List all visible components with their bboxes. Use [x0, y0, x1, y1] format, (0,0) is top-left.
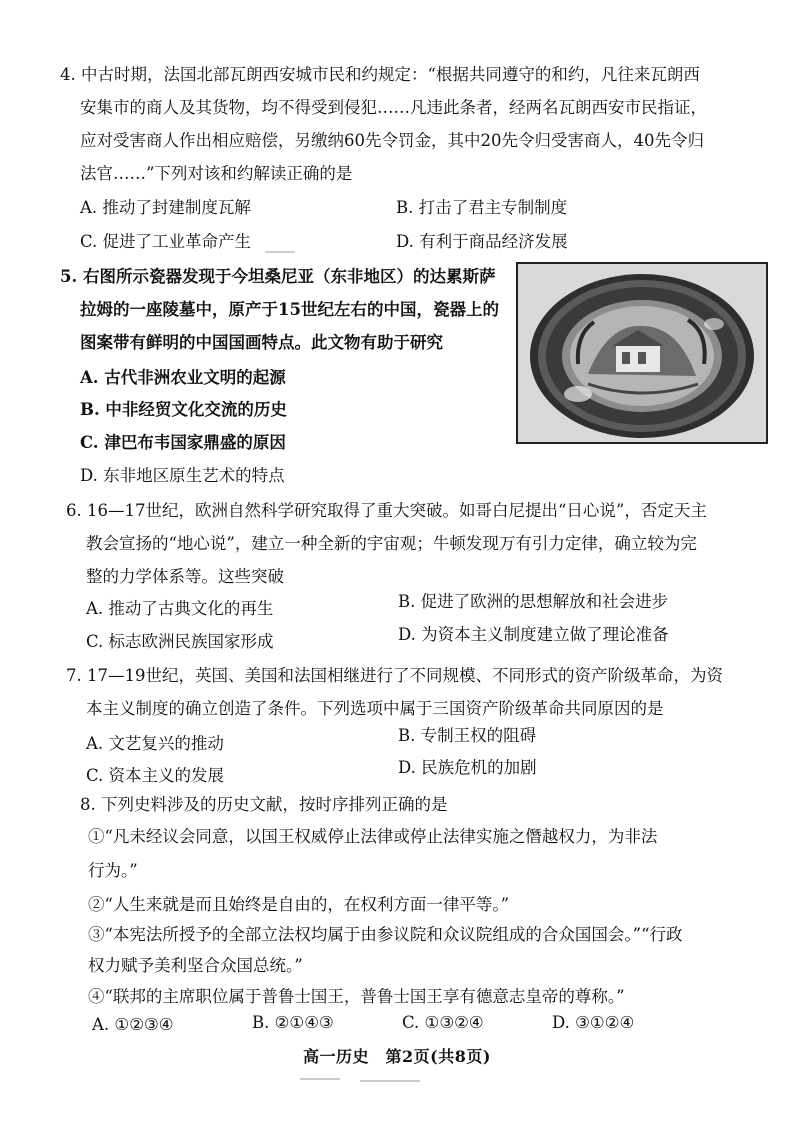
q8-option-a: A. ①②③④ [92, 1015, 174, 1034]
q8-option-c: C. ①③②④ [402, 1013, 484, 1032]
q4-line-4: 法官……”下列对该和约解读正确的是 [80, 164, 353, 183]
q4-line-2: 安集市的商人及其货物，均不得受到侵犯……凡违此条者，经两名瓦朗西安市民指证， [80, 98, 707, 117]
q6-option-c: C. 标志欧洲民族国家形成 [86, 632, 274, 651]
porcelain-plate-image [516, 262, 768, 444]
q4-line-1: 4. 中古时期，法国北部瓦朗西安城市民和约规定：“根据共同遵守的和约，凡往来瓦朗西 [60, 65, 700, 84]
scan-artifact [265, 251, 295, 253]
q7-option-a: A. 文艺复兴的推动 [86, 734, 224, 753]
q5-line-3: 图案带有鲜明的中国国画特点。此文物有助于研究 [80, 333, 443, 352]
q6-line-2: 教会宣扬的“地心说”，建立一种全新的宇宙观；牛顿发现万有引力定律，确立较为完 [86, 534, 697, 553]
q5-line-2: 拉姆的一座陵墓中，原产于15世纪左右的中国，瓷器上的 [80, 300, 499, 319]
q8-option-b: B. ②①④③ [252, 1013, 334, 1032]
q8-item-1-cont: 行为。” [88, 861, 138, 880]
q4-option-c: C. 促进了工业革命产生 [80, 232, 252, 251]
q7-option-b: B. 专制王权的阻碍 [398, 726, 537, 745]
porcelain-plate-icon [518, 264, 766, 442]
q8-item-2: ②“人生来就是而且始终是自由的，在权利方面一律平等。” [88, 895, 510, 914]
q4-line-3: 应对受害商人作出相应赔偿，另缴纳60先令罚金，其中20先令归受害商人，40先令归 [80, 131, 704, 150]
q5-option-d: D. 东非地区原生艺术的特点 [80, 466, 285, 485]
q4-option-b: B. 打击了君主专制制度 [396, 198, 568, 217]
q8-item-3: ③“本宪法所授予的全部立法权均属于由参议院和众议院组成的合众国国会。”“行政 [88, 925, 683, 944]
q8-option-d: D. ③①②④ [552, 1013, 635, 1032]
q6-option-b: B. 促进了欧洲的思想解放和社会进步 [398, 592, 669, 611]
q5-option-b: B. 中非经贸文化交流的历史 [80, 400, 287, 419]
q7-option-d: D. 民族危机的加剧 [398, 758, 537, 777]
scan-artifact [360, 1080, 420, 1082]
q4-option-d: D. 有利于商品经济发展 [396, 232, 568, 251]
q7-line-2: 本主义制度的确立创造了条件。下列选项中属于三国资产阶级革命共同原因的是 [86, 699, 664, 718]
q5-line-1: 5. 右图所示瓷器发现于今坦桑尼亚（东非地区）的达累斯萨 [60, 267, 496, 286]
q4-option-a: A. 推动了封建制度瓦解 [80, 198, 251, 217]
q6-option-a: A. 推动了古典文化的再生 [86, 599, 274, 618]
q7-line-1: 7. 17—19世纪，英国、美国和法国相继进行了不同规模、不同形式的资产阶级革命，为资 [66, 666, 723, 685]
q8-item-4: ④“联邦的主席职位属于普鲁士国王，普鲁士国王享有德意志皇帝的尊称。” [88, 987, 625, 1006]
q8-item-3-cont: 权力赋予美利坚合众国总统。” [88, 956, 303, 975]
q7-option-c: C. 资本主义的发展 [86, 766, 225, 785]
q6-line-3: 整的力学体系等。这些突破 [86, 567, 284, 586]
scan-artifact [300, 1078, 340, 1080]
page-footer: 高一历史 第2页(共8页) [303, 1047, 491, 1066]
q8-stem: 8. 下列史料涉及的历史文献，按时序排列正确的是 [80, 795, 448, 814]
q6-option-d: D. 为资本主义制度建立做了理论准备 [398, 625, 669, 644]
q5-option-c: C. 津巴布韦国家鼎盛的原因 [80, 433, 286, 452]
q5-option-a: A. 古代非洲农业文明的起源 [80, 368, 286, 387]
q6-line-1: 6. 16—17世纪，欧洲自然科学研究取得了重大突破。如哥白尼提出“日心说”，否定天主 [66, 501, 707, 520]
q8-item-1: ①“凡未经议会同意，以国王权威停止法律或停止法律实施之僭越权力，为非法 [88, 827, 658, 846]
